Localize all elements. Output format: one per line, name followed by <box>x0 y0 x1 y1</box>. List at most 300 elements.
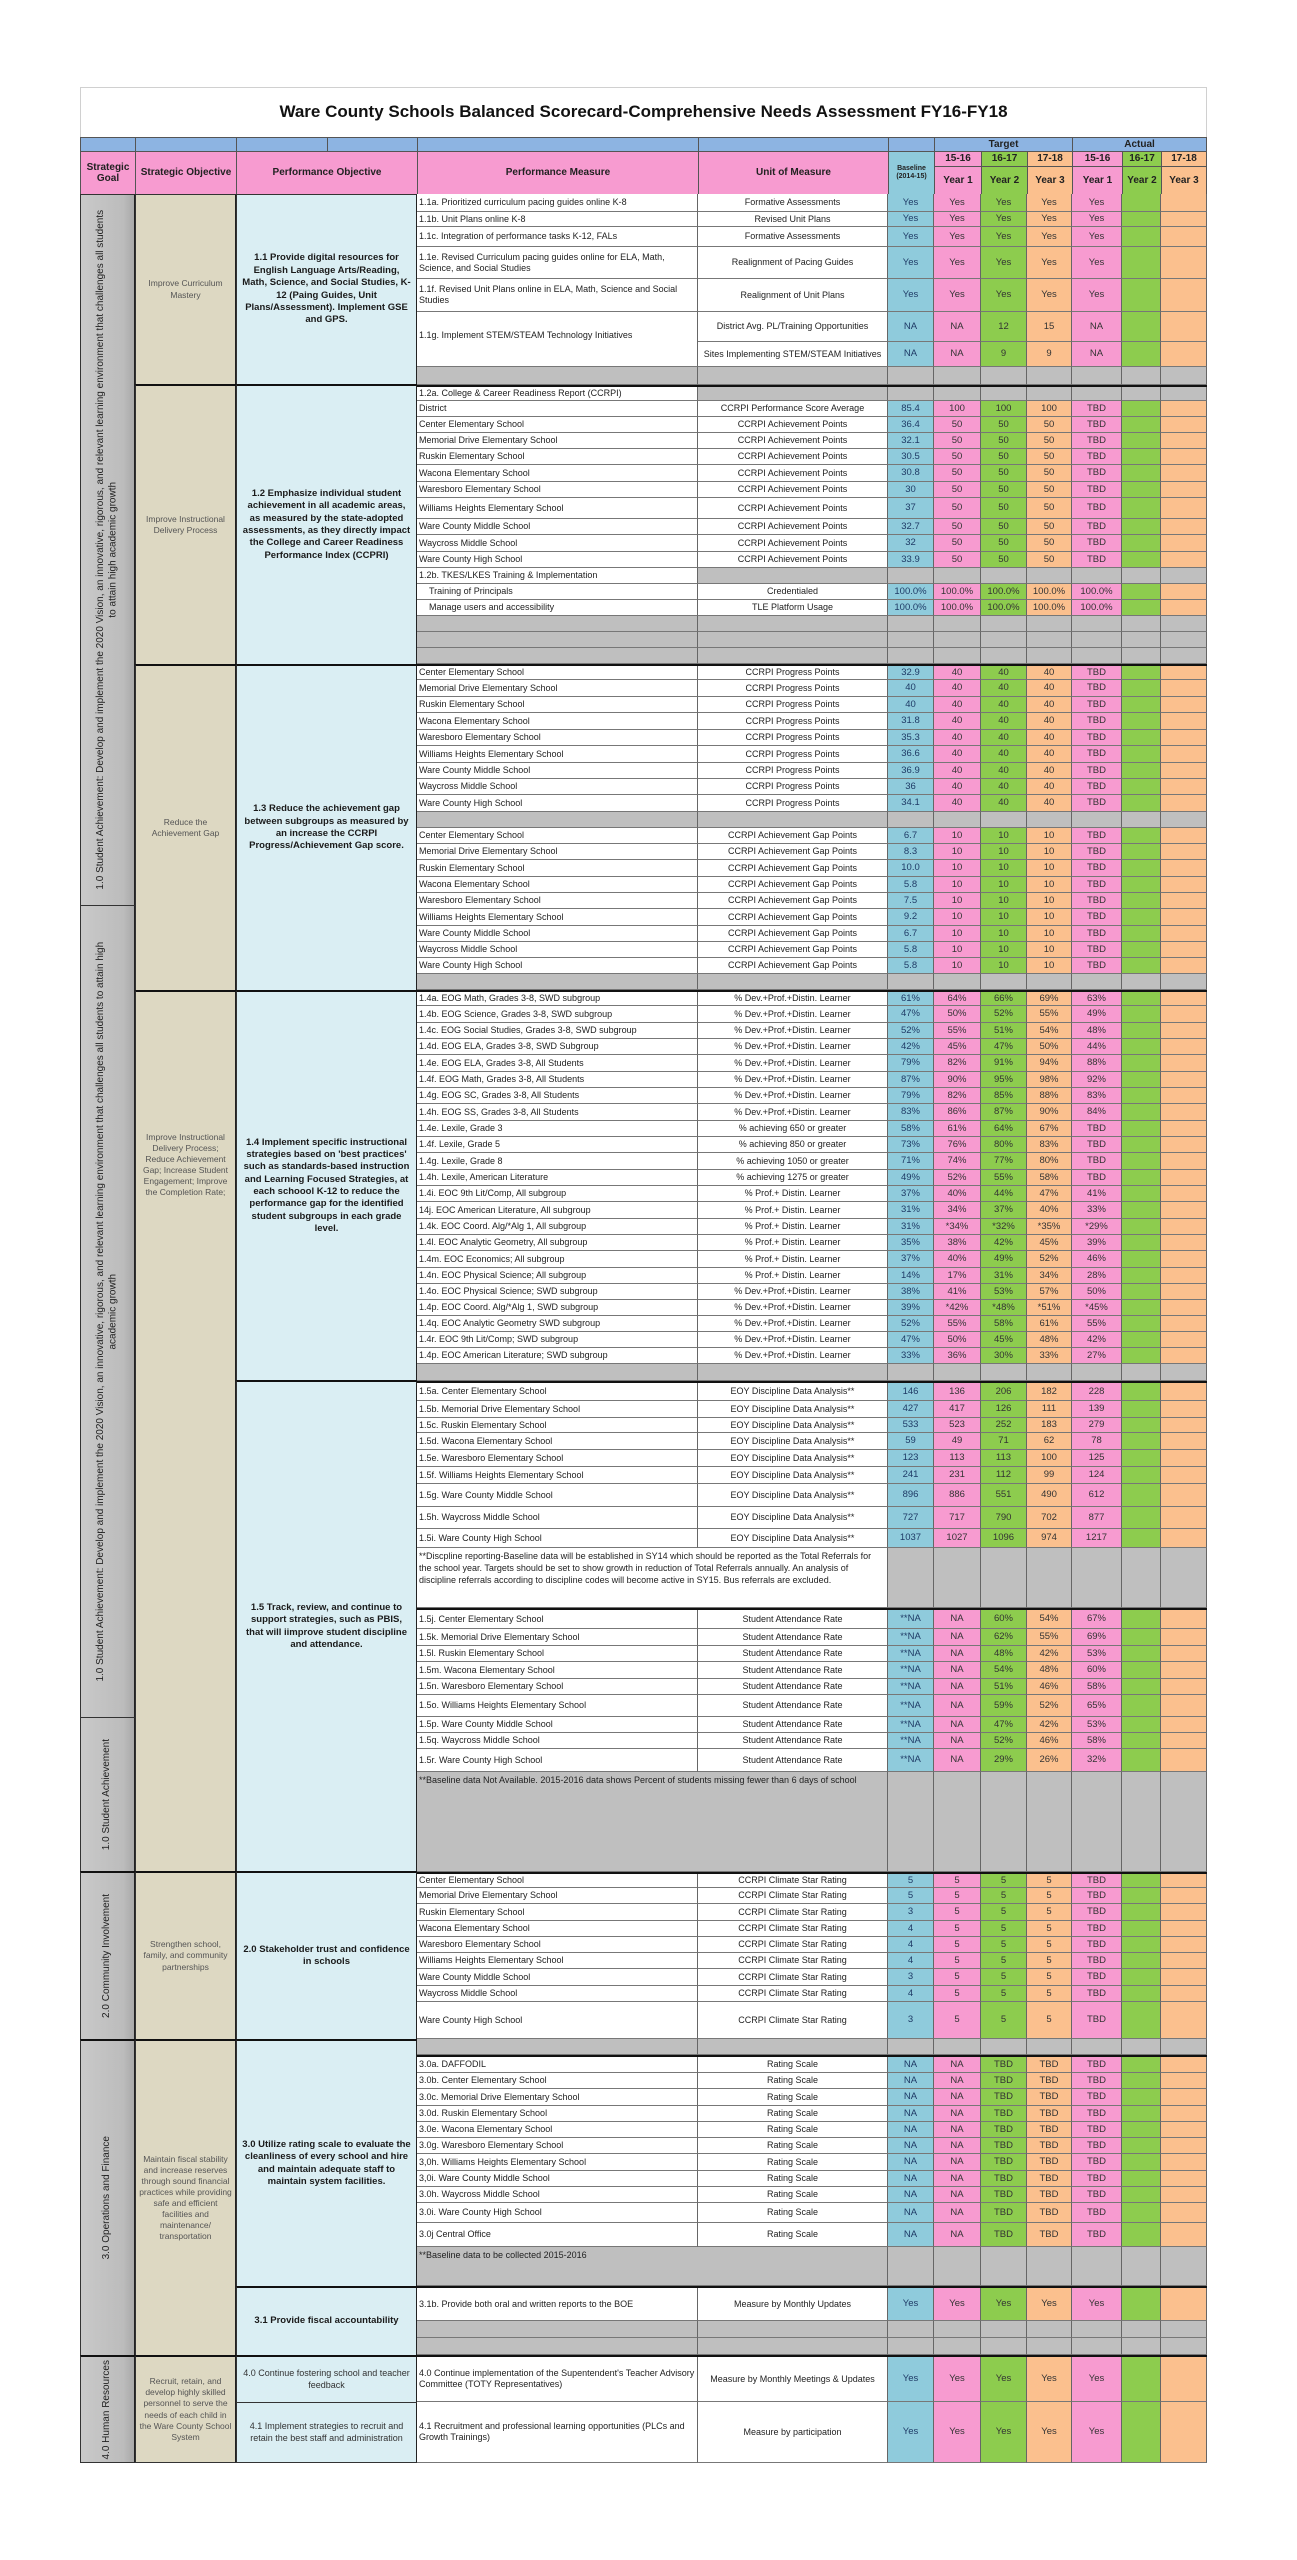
actual-year3-value <box>1161 1284 1207 1300</box>
strategic-goal-1-short <box>80 1717 136 1872</box>
target-year1-value: NA <box>934 1610 981 1629</box>
target-year1-value: 74% <box>934 1153 981 1170</box>
target-year1-value: 50 <box>934 482 981 498</box>
unit-of-measure: CCRPI Progress Points <box>698 697 888 713</box>
actual-year2-period: 16-17 <box>1122 151 1162 167</box>
blank-cell <box>1027 616 1072 632</box>
target-year3-value: 42% <box>1027 1717 1072 1733</box>
blank-cell <box>981 1364 1027 1381</box>
target-year1-value: 886 <box>934 1484 981 1507</box>
baseline-value: 31% <box>888 1202 934 1219</box>
actual-year3-value <box>1161 1450 1207 1467</box>
actual-year3-value <box>1161 433 1207 449</box>
performance-measure: Waresboro Elementary School <box>417 893 698 909</box>
performance-measure: Wacona Elementary School <box>417 465 698 482</box>
actual-year3-value <box>1161 1401 1207 1418</box>
performance-measure: 1.4r. EOC 9th Lit/Comp; SWD subgroup <box>417 1332 698 1348</box>
actual-year1-value: TBD <box>1072 666 1122 680</box>
blank-cell <box>698 367 888 385</box>
table-row <box>417 1072 1207 1088</box>
performance-measure: Ware County High School <box>417 958 698 974</box>
table-row <box>417 2355 1207 2402</box>
blank-row <box>417 2338 1207 2355</box>
target-year2-value: 551 <box>981 1484 1027 1507</box>
actual-year1-value: TBD <box>1072 877 1122 893</box>
target-year2-value: 5 <box>981 1888 1027 1904</box>
unit-of-measure: % achieving 1275 or greater <box>698 1170 888 1186</box>
table-row <box>417 1137 1207 1153</box>
blank-cell <box>1161 812 1207 828</box>
baseline-value: 4 <box>888 1986 934 2002</box>
actual-year2-value <box>1122 1467 1161 1484</box>
table-row <box>417 1348 1207 1364</box>
actual-year2-value <box>1122 1121 1161 1137</box>
baseline-value: 7.5 <box>888 893 934 909</box>
actual-year2-value <box>1122 312 1161 342</box>
target-year1-value: 41% <box>934 1284 981 1300</box>
unit-of-measure: EOY Discipline Data Analysis** <box>698 1467 888 1484</box>
target-year2-value: *48% <box>981 1300 1027 1316</box>
performance-measure: Waycross Middle School <box>417 942 698 958</box>
performance-measure: Ruskin Elementary School <box>417 449 698 465</box>
unit-of-measure: CCRPI Progress Points <box>698 730 888 746</box>
strategic-goal-text: 1.0 Student Achievement: Develop and implement the 2020 Vision, an innovative, rigorous, and relevant learning environment that challenges all students to attain high academic growth <box>95 210 119 890</box>
target-year1-value: Yes <box>934 247 981 279</box>
performance-measure: Center Elementary School <box>417 666 698 680</box>
blank-cell <box>888 632 934 648</box>
target-year3-value: Yes <box>1027 194 1072 212</box>
unit-of-measure: Student Attendance Rate <box>698 1717 888 1733</box>
target-year1-value: 100.0% <box>934 584 981 600</box>
baseline-value: NA <box>888 2138 934 2154</box>
actual-year1-value: 279 <box>1072 1418 1122 1433</box>
performance-measure: 3.0g. Waresboro Elementary School <box>417 2138 698 2154</box>
actual-year1-value: TBD <box>1072 498 1122 519</box>
actual-year3-value <box>1161 1610 1207 1629</box>
target-year1-value: 50 <box>934 535 981 552</box>
performance-measure: Manage users and accessibility <box>417 600 698 616</box>
actual-year2-value <box>1122 535 1161 552</box>
actual-year1-period: 15-16 <box>1072 151 1123 167</box>
unit-of-measure: Rating Scale <box>698 2057 888 2073</box>
actual-year1-value: 877 <box>1072 1507 1122 1529</box>
unit-of-measure: CCRPI Climate Star Rating <box>698 1986 888 2002</box>
actual-year2-value <box>1122 1921 1161 1937</box>
target-year1-value: 40 <box>934 730 981 746</box>
actual-year2-value <box>1122 1529 1161 1548</box>
target-year2-value: 29% <box>981 1749 1027 1772</box>
actual-year2-value <box>1122 2154 1161 2171</box>
target-year3-value: 50 <box>1027 449 1072 465</box>
strategic-goal-text: 3.0 Operations and Finance <box>101 2136 113 2260</box>
performance-measure: Williams Heights Elementary School <box>417 1953 698 1969</box>
actual-year3-value <box>1161 2402 1207 2463</box>
baseline-value: 727 <box>888 1507 934 1529</box>
actual-year3-value <box>1161 1529 1207 1548</box>
target-year2-value: 40 <box>981 763 1027 779</box>
strategic-goal-text: 1.0 Student Achievement: Develop and implement the 2020 Vision, an innovative, rigorous, and relevant learning environment that challenges all students to attain high academic growth <box>95 941 119 1682</box>
unit-of-measure: % Dev.+Prof.+Distin. Learner <box>698 1006 888 1023</box>
unit-of-measure: CCRPI Achievement Points <box>698 535 888 552</box>
blank-row <box>417 632 1207 648</box>
target-year3-value: 100 <box>1027 1450 1072 1467</box>
performance-measure: Memorial Drive Elementary School <box>417 1888 698 1904</box>
unit-of-measure: % Dev.+Prof.+Distin. Learner <box>698 1316 888 1332</box>
actual-year1-value: 39% <box>1072 1235 1122 1251</box>
actual-year1-value: TBD <box>1072 2223 1122 2247</box>
target-year1-value: 50 <box>934 449 981 465</box>
actual-year1-value: 41% <box>1072 1186 1122 1202</box>
performance-measure: 4.1 Recruitment and professional learning opportunities (PLCs and Growth Trainings) <box>417 2402 698 2463</box>
unit-of-measure: District Avg. PL/Training Opportunities <box>698 312 888 342</box>
blank-cell <box>1122 568 1161 584</box>
target-year2-value: 40 <box>981 795 1027 812</box>
actual-year3-value <box>1161 247 1207 279</box>
unit-of-measure: CCRPI Achievement Points <box>698 482 888 498</box>
unit-of-measure: Measure by participation <box>698 2402 888 2463</box>
target-year1-value: *34% <box>934 1219 981 1235</box>
blank-cell <box>1122 616 1161 632</box>
unit-of-measure: CCRPI Climate Star Rating <box>698 1937 888 1953</box>
performance-measure: Waycross Middle School <box>417 779 698 795</box>
actual-year3-value <box>1161 2106 1207 2122</box>
footnote: **Discpline reporting-Baseline data will be established in SY14 which should be reported as the Total Referrals for the school year. Targets should be set to show growth in reduction of Total Referrals annually. An analysis of discipline referrals according to discipline codes will become active in SY15. Bus referrals are excluded. <box>417 1548 888 1608</box>
unit-of-measure: Rating Scale <box>698 2073 888 2089</box>
blank-cell <box>698 1364 888 1381</box>
actual-year1-value: 33% <box>1072 1202 1122 1219</box>
baseline-value: NA <box>888 2187 934 2203</box>
target-year3-value: 40 <box>1027 779 1072 795</box>
actual-year3-value <box>1161 1646 1207 1662</box>
baseline-value: 37% <box>888 1251 934 1268</box>
actual-year2-value <box>1122 1953 1161 1969</box>
actual-year2-value <box>1122 1316 1161 1332</box>
actual-year2-value <box>1122 2002 1161 2039</box>
actual-year2-value <box>1122 666 1161 680</box>
actual-year1-value: TBD <box>1072 1937 1122 1953</box>
blank-cell <box>888 2338 934 2355</box>
blank-cell <box>934 974 981 990</box>
actual-year2-value <box>1122 519 1161 535</box>
blank-cell <box>1072 1364 1122 1381</box>
actual-year2-value <box>1122 2357 1161 2402</box>
actual-year1-value: 48% <box>1072 1023 1122 1039</box>
actual-year2-value <box>1122 2402 1161 2463</box>
header-band-cell <box>888 137 935 152</box>
actual-year2-value <box>1122 1006 1161 1023</box>
unit-of-measure: CCRPI Climate Star Rating <box>698 1953 888 1969</box>
target-year1-value: 10 <box>934 860 981 877</box>
performance-measure: 3.0b. Center Elementary School <box>417 2073 698 2089</box>
target-year1-value: NA <box>934 1679 981 1695</box>
actual-year3-value <box>1161 697 1207 713</box>
table-row <box>417 1268 1207 1284</box>
actual-year1-value: TBD <box>1072 795 1122 812</box>
unit-of-measure: % Prof.+ Distin. Learner <box>698 1202 888 1219</box>
target-year3-value: TBD <box>1027 2089 1072 2106</box>
actual-year1-value: TBD <box>1072 713 1122 730</box>
baseline-value: NA <box>888 2203 934 2223</box>
actual-year1-value: 125 <box>1072 1450 1122 1467</box>
unit-of-measure: Rating Scale <box>698 2122 888 2138</box>
actual-year1-value: 58% <box>1072 1733 1122 1749</box>
unit-of-measure: Rating Scale <box>698 2187 888 2203</box>
performance-measure: 1.1c. Integration of performance tasks K-12, FALs <box>417 227 698 247</box>
performance-measure: 1.5n. Waresboro Elementary School <box>417 1679 698 1695</box>
unit-of-measure: CCRPI Achievement Gap Points <box>698 860 888 877</box>
target-year3-value: TBD <box>1027 2154 1072 2171</box>
target-year3-value: TBD <box>1027 2223 1072 2247</box>
target-year3-value: Yes <box>1027 2357 1072 2402</box>
target-year3-value: 58% <box>1027 1170 1072 1186</box>
target-year2-value: 5 <box>981 2002 1027 2039</box>
blank-cell <box>1027 2247 1072 2286</box>
actual-year3-value <box>1161 779 1207 795</box>
actual-year3-value <box>1161 1072 1207 1088</box>
baseline-value: 37 <box>888 498 934 519</box>
target-year2-value: 31% <box>981 1268 1027 1284</box>
actual-year3-value <box>1161 1484 1207 1507</box>
target-year3-value: 40 <box>1027 746 1072 763</box>
target-year2-value: 113 <box>981 1450 1027 1467</box>
target-year2-value: 50 <box>981 552 1027 568</box>
blank-cell <box>1027 1548 1072 1608</box>
target-year1-value: 40% <box>934 1186 981 1202</box>
target-year2-value: 51% <box>981 1023 1027 1039</box>
unit-of-measure: CCRPI Progress Points <box>698 779 888 795</box>
target-year2-value: 5 <box>981 1904 1027 1921</box>
actual-year1-value: 124 <box>1072 1467 1122 1484</box>
table-row <box>417 449 1207 465</box>
actual-year1-value: TBD <box>1072 1153 1122 1170</box>
target-year3-value: 40% <box>1027 1202 1072 1219</box>
actual-year1-value: TBD <box>1072 465 1122 482</box>
actual-year1-value: NA <box>1072 312 1122 342</box>
unit-of-measure: % Prof.+ Distin. Learner <box>698 1186 888 1202</box>
actual-year1-value: 58% <box>1072 1679 1122 1695</box>
target-year2-value: 40 <box>981 713 1027 730</box>
actual-year2-value <box>1122 2106 1161 2122</box>
unit-of-measure: % Prof.+ Distin. Learner <box>698 1235 888 1251</box>
actual-year2-value <box>1122 1646 1161 1662</box>
blank-cell <box>1161 1364 1207 1381</box>
baseline-value: 896 <box>888 1484 934 1507</box>
actual-year2-value <box>1122 697 1161 713</box>
table-row <box>417 2122 1207 2138</box>
table-row <box>417 1153 1207 1170</box>
target-year3-value: 10 <box>1027 909 1072 926</box>
table-row <box>417 1251 1207 1268</box>
target-year2-value: 60% <box>981 1610 1027 1629</box>
table-row <box>417 1695 1207 1717</box>
table-row <box>417 958 1207 974</box>
note-row <box>417 2247 1207 2286</box>
actual-year2-value <box>1122 227 1161 247</box>
target-year3-value: TBD <box>1027 2122 1072 2138</box>
target-year3-value: 80% <box>1027 1153 1072 1170</box>
section-heading: 1.2a. College & Career Readiness Report (CCRPI) <box>417 387 698 401</box>
target-year2-value: 62% <box>981 1629 1027 1646</box>
performance-measure: 1.4n. EOC Physical Science; All subgroup <box>417 1268 698 1284</box>
target-year1-value: NA <box>934 1733 981 1749</box>
actual-year3-value <box>1161 1433 1207 1450</box>
unit-of-measure: CCRPI Progress Points <box>698 795 888 812</box>
unit-of-measure: % Prof.+ Distin. Learner <box>698 1251 888 1268</box>
blank-cell <box>888 1548 934 1608</box>
table-row <box>417 1055 1207 1072</box>
performance-measure: 3.0i. Ware County High School <box>417 2203 698 2223</box>
unit-of-measure: CCRPI Climate Star Rating <box>698 1904 888 1921</box>
actual-year3-value <box>1161 1733 1207 1749</box>
baseline-value: 30.5 <box>888 449 934 465</box>
target-year1-value: 50 <box>934 552 981 568</box>
performance-measure: Training of Principals <box>417 584 698 600</box>
target-year3-value: 10 <box>1027 877 1072 893</box>
target-year1-value: 10 <box>934 828 981 844</box>
target-year2-value: TBD <box>981 2089 1027 2106</box>
actual-year1-value: TBD <box>1072 535 1122 552</box>
blank-cell <box>698 974 888 990</box>
target-year3-value: 15 <box>1027 312 1072 342</box>
table-row <box>417 1039 1207 1055</box>
target-year2-value: 5 <box>981 1921 1027 1937</box>
strategic-goal-2 <box>80 1871 136 2040</box>
blank-cell <box>1027 2321 1072 2338</box>
baseline-value: 30.8 <box>888 465 934 482</box>
table-row <box>417 1717 1207 1733</box>
table-row <box>417 1316 1207 1332</box>
target-year1-value: 40% <box>934 1251 981 1268</box>
target-year3-value: Yes <box>1027 279 1072 312</box>
target-year2-value: 5 <box>981 1969 1027 1986</box>
target-year2-value: 45% <box>981 1332 1027 1348</box>
baseline-value: 32.7 <box>888 519 934 535</box>
table-row <box>417 279 1207 312</box>
performance-measure: 1.5p. Ware County Middle School <box>417 1717 698 1733</box>
actual-year1-value: TBD <box>1072 844 1122 860</box>
baseline-value: NA <box>888 2171 934 2187</box>
actual-year3-value <box>1161 828 1207 844</box>
blank-cell <box>934 2247 981 2286</box>
unit-of-measure: % Dev.+Prof.+Distin. Learner <box>698 1039 888 1055</box>
actual-year3-value <box>1161 1023 1207 1039</box>
unit-of-measure: % Dev.+Prof.+Distin. Learner <box>698 992 888 1006</box>
baseline-value: 42% <box>888 1039 934 1055</box>
target-year1-value: NA <box>934 2203 981 2223</box>
baseline-value: 31.8 <box>888 713 934 730</box>
unit-of-measure: CCRPI Performance Score Average <box>698 401 888 417</box>
baseline-value: Yes <box>888 194 934 212</box>
target-year3-value: 10 <box>1027 844 1072 860</box>
blank-cell <box>1122 648 1161 664</box>
target-year3-value: 40 <box>1027 730 1072 746</box>
performance-measure: Waresboro Elementary School <box>417 482 698 498</box>
performance-measure: Wacona Elementary School <box>417 1921 698 1937</box>
actual-year3-value <box>1161 482 1207 498</box>
blank-cell <box>698 2039 888 2055</box>
table-row <box>417 465 1207 482</box>
baseline-value: NA <box>888 2122 934 2138</box>
actual-year3-value <box>1161 1749 1207 1772</box>
target-year1-value: 82% <box>934 1055 981 1072</box>
blank-cell <box>698 632 888 648</box>
blank-cell <box>1161 2321 1207 2338</box>
target-year3-value: 50 <box>1027 535 1072 552</box>
blank-cell <box>981 616 1027 632</box>
unit-of-measure: Rating Scale <box>698 2106 888 2122</box>
target-year3-value: 5 <box>1027 1937 1072 1953</box>
baseline-value: **NA <box>888 1679 934 1695</box>
target-year2-value: Yes <box>981 279 1027 312</box>
target-year3-value: 46% <box>1027 1733 1072 1749</box>
performance-measure: Waycross Middle School <box>417 535 698 552</box>
section-heading: 1.2b. TKES/LKES Training & Implementation <box>417 568 698 584</box>
performance-measure: 3.0c. Memorial Drive Elementary School <box>417 2089 698 2106</box>
target-year1-value: 5 <box>934 1969 981 1986</box>
unit-of-measure: CCRPI Achievement Points <box>698 519 888 535</box>
target-year1-value: NA <box>934 1749 981 1772</box>
actual-header: Actual <box>1072 137 1207 152</box>
measures-table <box>417 194 1207 2463</box>
target-year3-value: Yes <box>1027 2288 1072 2321</box>
target-year3-value: 50 <box>1027 433 1072 449</box>
actual-year2-value <box>1122 584 1161 600</box>
actual-year2-value <box>1122 680 1161 697</box>
target-year2-value: TBD <box>981 2187 1027 2203</box>
actual-year2-value <box>1122 401 1161 417</box>
performance-measure: 3.0j Central Office <box>417 2223 698 2247</box>
blank-cell <box>934 1548 981 1608</box>
blank-cell <box>888 2039 934 2055</box>
actual-year1-value: TBD <box>1072 417 1122 433</box>
target-year1-value: 50 <box>934 433 981 449</box>
target-year2-value: 55% <box>981 1170 1027 1186</box>
blank-row <box>417 812 1207 828</box>
unit-of-measure: % Dev.+Prof.+Distin. Learner <box>698 1072 888 1088</box>
actual-year1-value: TBD <box>1072 519 1122 535</box>
performance-measure: 1.4k. EOC Coord. Alg/*Alg 1, All subgroup <box>417 1219 698 1235</box>
table-row <box>417 2154 1207 2171</box>
performance-measure: 1.5e. Waresboro Elementary School <box>417 1450 698 1467</box>
target-year1-value: NA <box>934 2089 981 2106</box>
blank-cell <box>1072 568 1122 584</box>
baseline-value: 427 <box>888 1401 934 1418</box>
actual-year2-value <box>1122 482 1161 498</box>
actual-year3-value <box>1161 1662 1207 1679</box>
actual-year1-value: TBD <box>1072 2203 1122 2223</box>
table-row <box>417 795 1207 812</box>
target-year2-value: 47% <box>981 1717 1027 1733</box>
actual-year2-value <box>1122 449 1161 465</box>
blank-cell <box>417 632 698 648</box>
target-year2-value: 5 <box>981 1937 1027 1953</box>
actual-year3-value <box>1161 417 1207 433</box>
target-year1-value: Yes <box>934 227 981 247</box>
target-year2-value: 126 <box>981 1401 1027 1418</box>
target-year2-value: 50 <box>981 498 1027 519</box>
performance-measure: 1.1g. Implement STEM/STEAM Technology Initiatives <box>417 312 698 342</box>
actual-year2-value <box>1122 860 1161 877</box>
baseline-value: 533 <box>888 1418 934 1433</box>
table-row <box>417 1023 1207 1039</box>
table-row <box>417 312 1207 342</box>
unit-of-measure: Formative Assessments <box>698 227 888 247</box>
performance-measure: 1.4e. EOG ELA, Grades 3-8, All Students <box>417 1055 698 1072</box>
unit-of-measure: CCRPI Climate Star Rating <box>698 1921 888 1937</box>
blank-cell <box>888 2321 934 2338</box>
actual-year1-value: TBD <box>1072 1969 1122 1986</box>
target-year3-value: 34% <box>1027 1268 1072 1284</box>
